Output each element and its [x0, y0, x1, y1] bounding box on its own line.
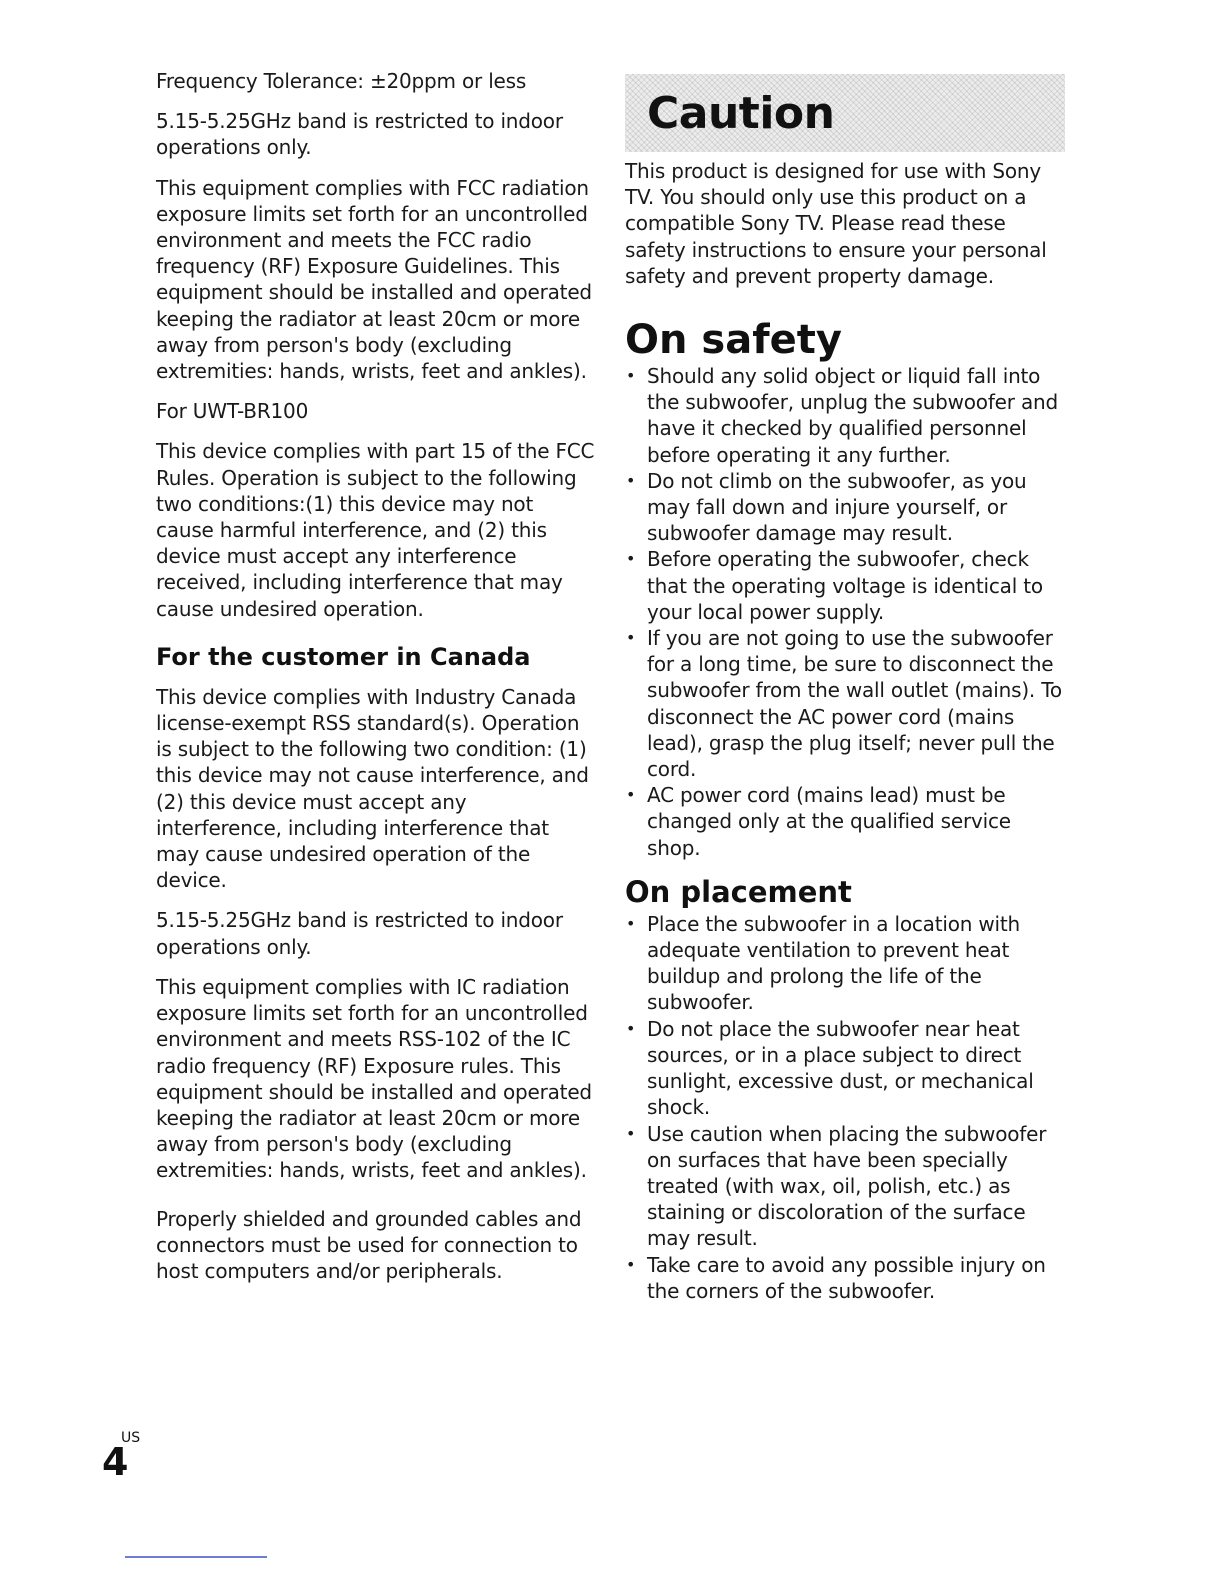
list-item: • AC power cord (mains lead) must be changed only at the qualified service shop.: [626, 783, 1011, 860]
placement-heading: On placement: [625, 874, 852, 909]
fcc-exposure-text: This equipment complies with FCC radiation exposure limits set forth for an uncontrolled environment and meets the FCC radio frequency (RF) Exposure Guidelines. This equipment should be installed and operated keeping the radiator at least 20cm or more away from person's body (excluding extremities: hands, wrists, feet and ankles).: [156, 175, 592, 384]
right-column: [625, 68, 1065, 1304]
canada-rss-text: This device complies with Industry Canada license-exempt RSS standard(s). Operation is subject to the following two condition: (1) this device may not cause interference, and (2) this device must accept any interference, including interference that may cause undesired operation of the device.: [156, 684, 589, 893]
list-item: • If you are not going to use the subwoofer for a long time, be sure to disconnect the subwoofer from the wall outlet (mains). To disconnect the AC power cord (mains lead), grasp the plug itself; never pull the cord.: [626, 626, 1062, 782]
bullet-icon: •: [626, 785, 636, 805]
model-label: For UWT-BR100: [156, 399, 309, 424]
list-item: • Should any solid object or liquid fall into the subwoofer, unplug the subwoofer and have it checked by qualified personnel before operating it any further.: [626, 364, 1058, 467]
bullet-icon: •: [626, 470, 636, 490]
bullet-icon: •: [626, 1254, 636, 1274]
page-number: 4: [102, 1440, 129, 1484]
placement-list: [625, 911, 1065, 1304]
caution-title: Caution: [647, 88, 835, 139]
caution-banner: [625, 74, 1065, 152]
band-restriction-text: 5.15-5.25GHz band is restricted to indoor operations only.: [156, 109, 563, 160]
page-region-label: US: [121, 1430, 141, 1446]
bullet-icon: •: [626, 366, 636, 386]
list-item: • Do not place the subwoofer near heat sources, or in a place subject to direct sunlight, excessive dust, or mechanical shock.: [626, 1016, 1034, 1120]
footer-rule: [125, 1556, 267, 1558]
frequency-tolerance-text: Frequency Tolerance: ±20ppm or less: [156, 69, 527, 93]
shielded-cables-text: Properly shielded and grounded cables and connectors must be used for connection to host computers and/or peripherals.: [156, 1206, 582, 1283]
bullet-icon: •: [626, 628, 636, 648]
list-item: • Take care to avoid any possible injury on the corners of the subwoofer.: [626, 1252, 1046, 1303]
left-column: [156, 68, 596, 1298]
canada-heading: For the customer in Canada: [156, 642, 531, 671]
canada-band-restriction-text: 5.15-5.25GHz band is restricted to indoor operations only.: [156, 908, 563, 959]
bullet-icon: •: [626, 913, 636, 933]
list-item: • Place the subwoofer in a location with adequate ventilation to prevent heat buildup and prolong the life of the subwoofer.: [626, 911, 1021, 1015]
safety-list: [625, 363, 1065, 861]
list-item: • Before operating the subwoofer, check that the operating voltage is identical to your local power supply.: [626, 547, 1043, 624]
bullet-icon: •: [626, 1018, 636, 1038]
ic-exposure-text: This equipment complies with IC radiation exposure limits set forth for an uncontrolled environment and meets RSS-102 of the IC radio frequency (RF) Exposure rules. This equipment should be installed and operated keeping the radiator at least 20cm or more away from person's body (excluding extremities: hands, wrists, feet and ankles).: [156, 974, 592, 1183]
caution-text: This product is designed for use with Sony TV. You should only use this product on a compatible Sony TV. Please read these safety instructions to ensure your personal safety and prevent property damage.: [625, 159, 1047, 288]
safety-heading: On safety: [625, 317, 842, 364]
fcc-part15-text: This device complies with part 15 of the FCC Rules. Operation is subject to the following two conditions:(1) this device may not cause harmful interference, and (2) this device must accept any interference received, including interference that may cause undesired operation.: [156, 439, 595, 621]
bullet-icon: •: [626, 1123, 636, 1143]
list-item: • Do not climb on the subwoofer, as you may fall down and injure yourself, or subwoofer damage may result.: [626, 468, 1027, 546]
bullet-icon: •: [626, 549, 636, 569]
list-item: • Use caution when placing the subwoofer on surfaces that have been specially treated (with wax, oil, polish, etc.) as staining or discoloration of the surface may result.: [626, 1121, 1047, 1251]
